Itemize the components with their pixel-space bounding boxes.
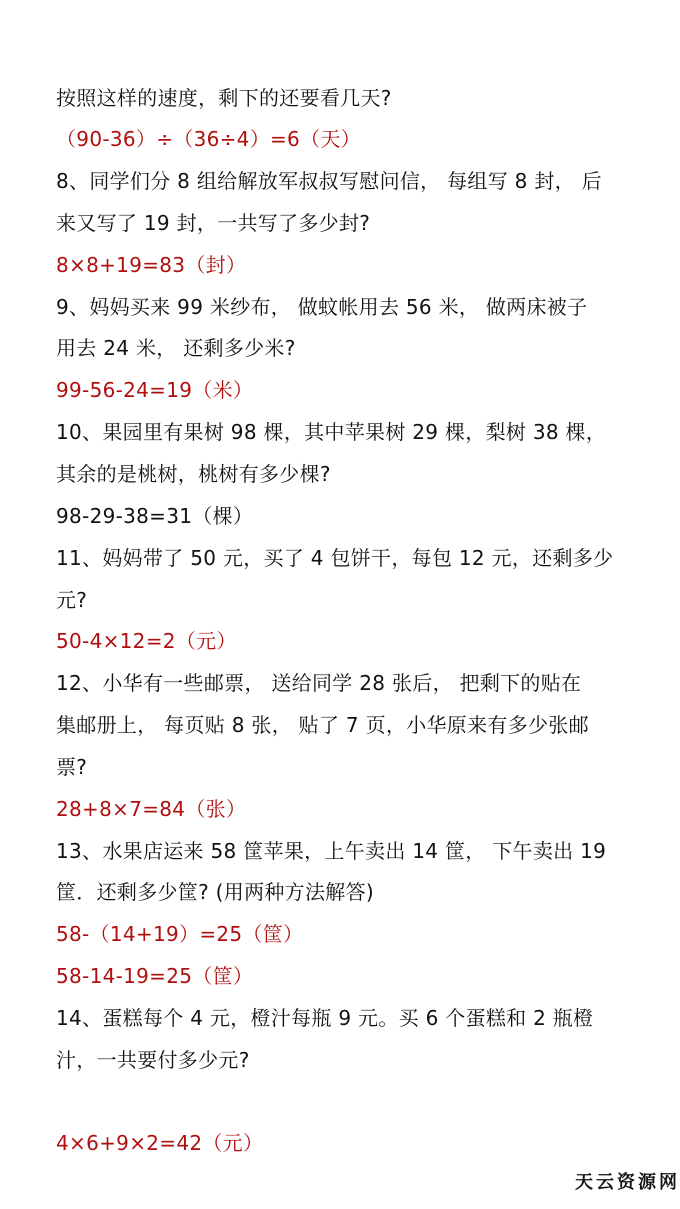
answer-line: 99-56-24=19（米） bbox=[56, 378, 254, 402]
text-line: 8、同学们分 8 组给解放军叔叔写慰问信， 每组写 8 封， 后 bbox=[56, 169, 602, 193]
text-line: 其余的是桃树，桃树有多少棵? bbox=[56, 462, 331, 486]
answer-line: 58-14-19=25（筐） bbox=[56, 964, 254, 988]
text-line: 集邮册上， 每页贴 8 张， 贴了 7 页，小华原来有多少张邮 bbox=[56, 713, 589, 737]
answer-line: 50-4×12=2（元） bbox=[56, 629, 237, 653]
text-line: 筐．还剩多少筐? (用两种方法解答) bbox=[56, 880, 374, 904]
text-line: 12、小华有一些邮票， 送给同学 28 张后， 把剩下的贴在 bbox=[56, 671, 582, 695]
answer-line: 98-29-38=31（棵） bbox=[56, 504, 254, 528]
text-line: 11、妈妈带了 50 元，买了 4 包饼干，每包 12 元，还剩多少 bbox=[56, 546, 614, 570]
answer-line: 8×8+19=83（封） bbox=[56, 253, 247, 277]
text-line: 按照这样的速度，剩下的还要看几天? bbox=[56, 86, 392, 110]
answer-line: 58-（14+19）=25（筐） bbox=[56, 922, 304, 946]
watermark: 天云资源网 bbox=[575, 1172, 680, 1193]
text-line: 13、水果店运来 58 筐苹果，上午卖出 14 筐， 下午卖出 19 bbox=[56, 839, 607, 863]
answer-line: 4×6+9×2=42（元） bbox=[56, 1131, 264, 1155]
text-line: 9、妈妈买来 99 米纱布， 做蚊帐用去 56 米， 做两床被子 bbox=[56, 295, 588, 319]
text-line: 票? bbox=[56, 755, 88, 779]
text-line: 元? bbox=[56, 588, 88, 612]
answer-line: 28+8×7=84（张） bbox=[56, 797, 247, 821]
text-line: 10、果园里有果树 98 棵，其中苹果树 29 棵，梨树 38 棵， bbox=[56, 420, 607, 444]
text-line: 用去 24 米， 还剩多少米? bbox=[56, 336, 296, 360]
text-line: 来又写了 19 封，一共写了多少封? bbox=[56, 211, 371, 235]
text-line: 汁，一共要付多少元? bbox=[56, 1048, 250, 1072]
answer-line: （90-36）÷（36÷4）=6（天） bbox=[56, 127, 361, 151]
text-line: 14、蛋糕每个 4 元，橙汁每瓶 9 元。买 6 个蛋糕和 2 瓶橙 bbox=[56, 1006, 594, 1030]
